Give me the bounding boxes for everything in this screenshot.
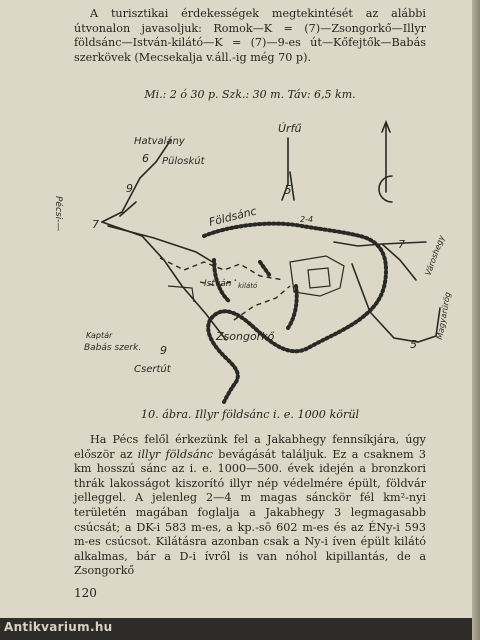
body-paragraph: [74, 433, 426, 579]
route-number: 9: [160, 344, 167, 357]
page-number: 120: [74, 586, 97, 600]
map-label-halvalany: Hatvalány: [134, 136, 185, 147]
map-label-magyarurog: Magyarürög: [435, 291, 453, 341]
watermark-text: Antikvarium.hu: [4, 620, 113, 634]
route-number: 7: [92, 218, 99, 231]
watermark-bar: [0, 618, 472, 640]
map-label-kaptar: Kaptár: [86, 331, 113, 340]
route-number: 7: [398, 238, 405, 251]
map-label-csertut: Csertút: [134, 364, 171, 375]
map-label-varoshegy: Városhegy: [423, 234, 447, 277]
intro-paragraph: A turisztikai érdekességek megtekintését az alábbi útvonalon javasoljuk: Romok—K = (7)—Zsongorkő—Illyr földsánc—István-kilátó—K = (7)—9-es út—Kőfejtők—Babás szerkövek (Mecsekalja v.áll.-ig még 70 p).: [74, 7, 426, 64]
page-edge: [472, 0, 480, 640]
map-label-foldsanc: Földsánc: [207, 204, 258, 229]
route-number: 6: [142, 152, 149, 165]
route-number: 5: [410, 338, 417, 351]
route-number: 5: [284, 183, 292, 197]
route-info: Mi.: 2 ó 30 p. Szk.: 30 m. Táv: 6,5 km.: [144, 88, 356, 101]
map-label-istvan: István: [204, 279, 232, 289]
body-text-rest: bevágását találjuk. Ez a csaknem 3 km hosszú sánc az i. e. 1000—500. évek idején a bronzkori thrák lakosságot kiszorító illyr nép védelmére épült, földvár jelleggel. A jelenleg 2—4 m magas sánckör fél km²-nyi területén magában foglalja a Jakabhegy 3 legmagasabb csúcsát; a DK-i 583 m-es, a kp.-sō 602 m-es és az ÉNy-i 593 m-es csúcsot. Kilátásra azonban csak a Ny-i íven épült kilátó alkalmas, bár a D-i ívről is van nóhol kipillantás, de a Zsongorkő: [74, 447, 426, 578]
map-label-kilato: kilátó: [238, 282, 258, 290]
map-label-poloskut: Püloskút: [162, 156, 205, 167]
body-text-emphasis: illyr földsánc: [137, 447, 213, 461]
route-number: 2-4: [300, 215, 314, 224]
body-text-start: Ha Pécs felől érkezünk fel a Jakabhegy fennsíkjára, úgy először az: [74, 433, 426, 461]
map-label-urfu: Úrfű: [278, 122, 302, 135]
route-map: [53, 110, 453, 402]
map-label-pecsi: Pécsi-—: [53, 196, 63, 232]
route-number: 9: [126, 182, 133, 195]
figure-caption: 10. ábra. Illyr földsánc i. e. 1000 körül: [140, 408, 360, 421]
map-label-babas: Babás szerk.: [84, 343, 142, 353]
map-label-zsongorko: Zsongorkő: [216, 330, 275, 343]
